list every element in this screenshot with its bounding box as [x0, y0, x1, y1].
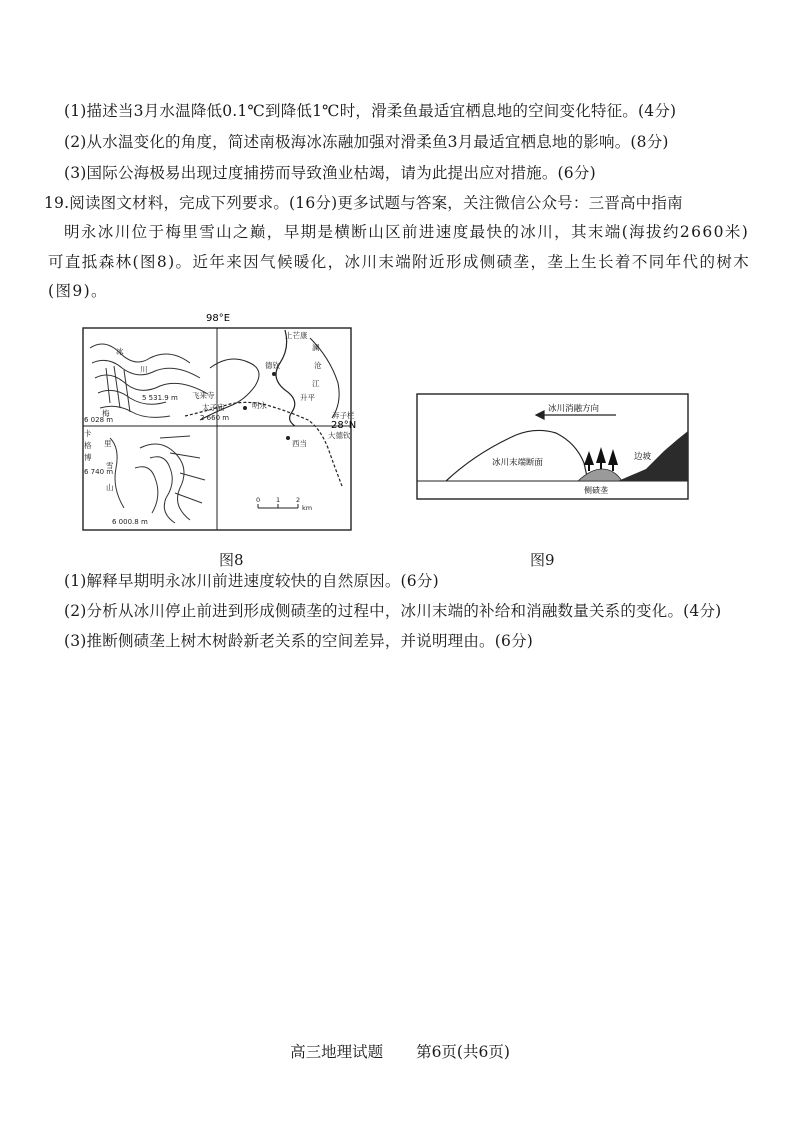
figure-9-label: 图9 — [530, 551, 555, 569]
place-jiang: 江 — [312, 379, 320, 388]
place-deqin: 德钦 — [265, 361, 280, 370]
question-1: (1)描述当3月水温降低0.1℃到降低1℃时，滑柔鱼最适宜栖息地的空间变化特征。(4分) — [64, 102, 677, 120]
q19-paragraph-line-3: (图9)。 — [48, 282, 108, 300]
figure-8-map — [80, 308, 375, 540]
slope-label: 边坡 — [634, 452, 652, 462]
q19-intro: 19.阅读图文材料，完成下列要求。(16分)更多试题与答案，关注微信公众号：三晋高中指南 — [44, 194, 683, 212]
q19-paragraph-line-1: 明永冰川位于梅里雪山之巅，早期是横断山区前进速度最快的冰川，其末端(海拔约2660米) — [64, 223, 750, 241]
place-mingyong: 明永 — [252, 401, 267, 410]
moraine-label: 冰川末端断面 — [492, 458, 544, 468]
footer-subject: 高三地理试题 — [290, 1043, 384, 1061]
scale-1: 1 — [276, 496, 281, 504]
trees-icon — [584, 447, 618, 471]
ridge-label: 侧碛垄 — [584, 486, 608, 495]
place-cang: 沧 — [314, 361, 322, 370]
question-2: (2)从水温变化的角度，简述南极海冰冻融加强对滑柔鱼3月最适宜栖息地的影响。(8分) — [64, 133, 669, 151]
place-xidang: 西当 — [292, 439, 307, 448]
question-3: (3)国际公海极易出现过度捕捞而导致渔业枯竭，请为此提出应对措施。(6分) — [64, 164, 596, 182]
elev-6000: 6 000.8 m — [112, 518, 148, 526]
q19-paragraph-line-2: 可直抵森林(图8)。近年来因气候暖化，冰川末端附近形成侧碛垄，垄上生长着不同年代的树木 — [48, 253, 751, 271]
scale-2: 2 — [296, 496, 301, 504]
map-lat-label: 28°N — [331, 420, 357, 431]
place-ge: 格 — [84, 441, 92, 450]
map-scale-bar — [258, 504, 298, 508]
place-lan: 澜 — [312, 343, 320, 352]
figure-8-label: 图8 — [219, 551, 244, 569]
page-footer — [0, 1040, 800, 1062]
place-shangmangkang: 上芒康 — [285, 331, 308, 340]
footer-page-number: 第6页(共6页) — [416, 1043, 510, 1061]
question-19-3: (3)推断侧碛垄上树木树龄新老关系的空间差异，并说明理由。(6分) — [64, 632, 534, 650]
glacier-terminus-profile — [446, 430, 588, 481]
scale-km: km — [302, 504, 313, 512]
figure-9-diagram — [416, 393, 689, 500]
question-19-2: (2)分析从冰川停止前进到形成侧碛垄的过程中，冰川末端的补给和消融数量关系的变化。(4分) — [64, 602, 722, 620]
place-shengping: 升平 — [300, 393, 315, 402]
arrow-label: 冰川消融方向 — [548, 404, 600, 414]
place-ka: 卡 — [84, 429, 92, 438]
place-li: 里 — [104, 439, 112, 448]
place-benzilan: 奔子栏 — [332, 411, 355, 420]
elev-6740: 6 740 m — [84, 468, 114, 476]
place-dadeqin: 大德钦 — [328, 431, 351, 440]
place-mei: 梅 — [102, 409, 110, 418]
place-bo: 博 — [84, 453, 92, 462]
place-taizimiao: 太子庙 — [202, 403, 225, 412]
elev-5531: 5 531.9 m — [142, 394, 178, 402]
elev-6028: 6 028 m — [84, 416, 114, 424]
place-shan: 山 — [106, 483, 114, 492]
place-chuan: 川 — [140, 365, 148, 374]
valley-slope — [618, 431, 688, 481]
place-feilaisi: 飞来寺 — [192, 391, 215, 400]
place-xue: 雪 — [106, 461, 114, 470]
question-19-1: (1)解释早期明永冰川前进速度较快的自然原因。(6分) — [64, 572, 439, 590]
elev-2660: 2 660 m — [200, 414, 230, 422]
scale-0: 0 — [256, 496, 261, 504]
map-lon-label: 98°E — [206, 313, 231, 324]
place-bing: 冰 — [116, 347, 124, 356]
